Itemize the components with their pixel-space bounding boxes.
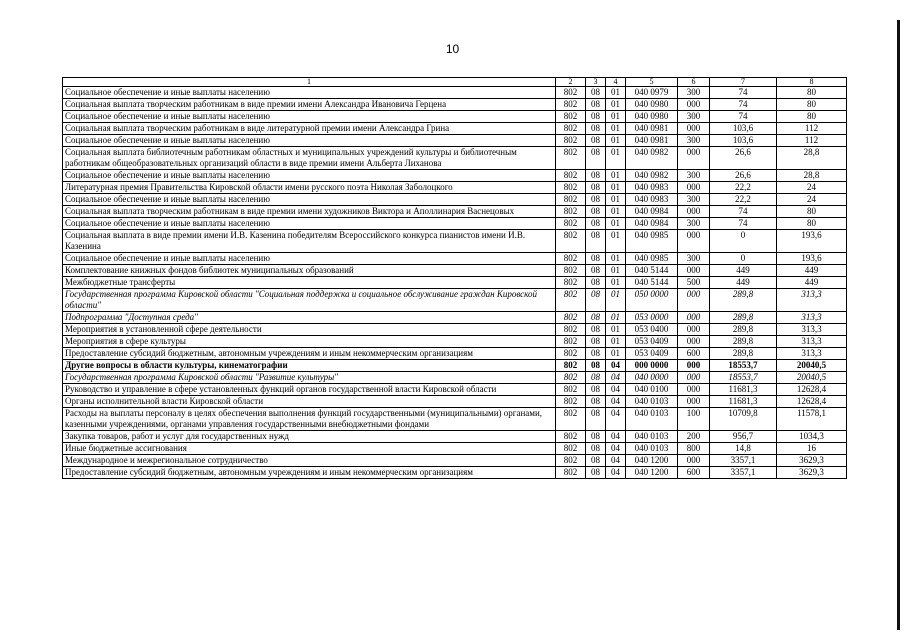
row-section-cell: 08	[586, 348, 606, 360]
row-ved-cell: 802	[556, 230, 586, 253]
row-amount-year2-cell: 313,3	[777, 348, 847, 360]
row-amount-year1-cell: 0	[710, 253, 777, 265]
table-row	[63, 277, 847, 289]
row-expense-type-cell: 100	[678, 408, 710, 431]
row-amount-year2-cell: 12628,4	[777, 384, 847, 396]
row-section-cell: 08	[586, 230, 606, 253]
table-row	[63, 443, 847, 455]
row-target-article-cell: 040 5144	[626, 277, 678, 289]
row-subsection-cell: 04	[606, 360, 626, 372]
row-section-cell: 08	[586, 147, 606, 170]
row-ved-cell: 802	[556, 277, 586, 289]
row-subsection-cell: 01	[606, 218, 626, 230]
table-row	[63, 99, 847, 111]
row-expense-type-cell: 000	[678, 182, 710, 194]
row-ved-cell: 802	[556, 123, 586, 135]
row-name-cell: Подпрограмма "Доступная среда"	[63, 312, 556, 324]
row-amount-year2-cell: 3629,3	[777, 467, 847, 479]
row-subsection-cell: 01	[606, 135, 626, 147]
row-amount-year2-cell: 80	[777, 206, 847, 218]
page-number: 10	[445, 42, 460, 56]
row-expense-type-cell: 600	[678, 348, 710, 360]
row-subsection-cell: 01	[606, 265, 626, 277]
row-ved-cell: 802	[556, 443, 586, 455]
row-ved-cell: 802	[556, 182, 586, 194]
row-amount-year2-cell: 313,3	[777, 289, 847, 312]
row-amount-year2-cell: 1034,3	[777, 431, 847, 443]
row-expense-type-cell: 800	[678, 443, 710, 455]
row-section-cell: 08	[586, 372, 606, 384]
row-ved-cell: 802	[556, 360, 586, 372]
row-ved-cell: 802	[556, 194, 586, 206]
row-amount-year1-cell: 18553,7	[710, 360, 777, 372]
row-subsection-cell: 04	[606, 443, 626, 455]
row-section-cell: 08	[586, 384, 606, 396]
table-row	[63, 467, 847, 479]
row-subsection-cell: 04	[606, 431, 626, 443]
row-expense-type-cell: 200	[678, 431, 710, 443]
row-target-article-cell: 040 1200	[626, 455, 678, 467]
row-section-cell: 08	[586, 431, 606, 443]
table-row	[63, 206, 847, 218]
row-target-article-cell: 040 0103	[626, 408, 678, 431]
row-name-cell: Социальное обеспечение и иные выплаты населению	[63, 218, 556, 230]
row-amount-year2-cell: 80	[777, 99, 847, 111]
table-row	[63, 348, 847, 360]
row-ved-cell: 802	[556, 289, 586, 312]
row-subsection-cell: 01	[606, 230, 626, 253]
row-target-article-cell: 040 0979	[626, 87, 678, 99]
row-ved-cell: 802	[556, 206, 586, 218]
row-expense-type-cell: 000	[678, 123, 710, 135]
row-amount-year2-cell: 24	[777, 194, 847, 206]
row-section-cell: 08	[586, 111, 606, 123]
table-row	[63, 324, 847, 336]
row-target-article-cell: 040 0103	[626, 431, 678, 443]
row-amount-year2-cell: 28,8	[777, 170, 847, 182]
row-amount-year2-cell: 20040,5	[777, 372, 847, 384]
row-amount-year2-cell: 20040,5	[777, 360, 847, 372]
row-section-cell: 08	[586, 467, 606, 479]
row-section-cell: 08	[586, 289, 606, 312]
row-section-cell: 08	[586, 455, 606, 467]
row-amount-year1-cell: 289,8	[710, 312, 777, 324]
row-target-article-cell: 040 0000	[626, 372, 678, 384]
table-row	[63, 111, 847, 123]
table-row	[63, 336, 847, 348]
row-expense-type-cell: 300	[678, 111, 710, 123]
row-amount-year2-cell: 193,6	[777, 253, 847, 265]
row-name-cell: Мероприятия в сфере культуры	[63, 336, 556, 348]
row-subsection-cell: 01	[606, 312, 626, 324]
row-target-article-cell: 053 0400	[626, 324, 678, 336]
table-row	[63, 396, 847, 408]
row-name-cell: Социальная выплата творческим работникам в виде литературной премии имени Александра Грина	[63, 123, 556, 135]
row-ved-cell: 802	[556, 372, 586, 384]
row-ved-cell: 802	[556, 396, 586, 408]
row-target-article-cell: 040 0103	[626, 443, 678, 455]
row-subsection-cell: 04	[606, 408, 626, 431]
row-target-article-cell: 040 0980	[626, 99, 678, 111]
row-section-cell: 08	[586, 265, 606, 277]
row-amount-year2-cell: 24	[777, 182, 847, 194]
row-target-article-cell: 040 0984	[626, 206, 678, 218]
row-section-cell: 08	[586, 277, 606, 289]
row-name-cell: Мероприятия в установленной сфере деятельности	[63, 324, 556, 336]
row-amount-year1-cell: 74	[710, 87, 777, 99]
row-name-cell: Межбюджетные трансферты	[63, 277, 556, 289]
row-amount-year2-cell: 313,3	[777, 324, 847, 336]
header-cell: 4	[606, 78, 626, 87]
row-expense-type-cell: 000	[678, 372, 710, 384]
table-row	[63, 289, 847, 312]
row-subsection-cell: 01	[606, 99, 626, 111]
row-section-cell: 08	[586, 324, 606, 336]
header-cell: 7	[710, 78, 777, 87]
row-target-article-cell: 040 0981	[626, 135, 678, 147]
row-subsection-cell: 01	[606, 206, 626, 218]
row-section-cell: 08	[586, 135, 606, 147]
row-amount-year2-cell: 112	[777, 135, 847, 147]
page-edge-line	[897, 20, 900, 630]
row-name-cell: Социальная выплата библиотечным работникам областных и муниципальных учреждений культуры и библиотечным работникам общеобразовательных организаций области в виде премии имени Альберта Лиханова	[63, 147, 556, 170]
row-section-cell: 08	[586, 170, 606, 182]
row-subsection-cell: 04	[606, 372, 626, 384]
row-amount-year2-cell: 313,3	[777, 336, 847, 348]
row-amount-year1-cell: 74	[710, 111, 777, 123]
row-target-article-cell: 040 0984	[626, 218, 678, 230]
row-amount-year1-cell: 11681,3	[710, 384, 777, 396]
row-amount-year1-cell: 289,8	[710, 336, 777, 348]
row-ved-cell: 802	[556, 253, 586, 265]
header-cell: 8	[777, 78, 847, 87]
row-subsection-cell: 01	[606, 194, 626, 206]
row-amount-year1-cell: 74	[710, 218, 777, 230]
row-section-cell: 08	[586, 396, 606, 408]
row-amount-year1-cell: 14,8	[710, 443, 777, 455]
row-amount-year1-cell: 956,7	[710, 431, 777, 443]
table-row	[63, 218, 847, 230]
row-name-cell: Иные бюджетные ассигнования	[63, 443, 556, 455]
row-section-cell: 08	[586, 360, 606, 372]
row-amount-year2-cell: 193,6	[777, 230, 847, 253]
table-row	[63, 123, 847, 135]
row-amount-year1-cell: 22,2	[710, 182, 777, 194]
row-section-cell: 08	[586, 408, 606, 431]
row-target-article-cell: 053 0409	[626, 336, 678, 348]
row-name-cell: Другие вопросы в области культуры, кинематографии	[63, 360, 556, 372]
row-ved-cell: 802	[556, 218, 586, 230]
row-amount-year1-cell: 74	[710, 206, 777, 218]
row-subsection-cell: 04	[606, 455, 626, 467]
table-row	[63, 455, 847, 467]
row-subsection-cell: 01	[606, 170, 626, 182]
budget-table-body	[63, 78, 847, 479]
row-expense-type-cell: 000	[678, 336, 710, 348]
row-subsection-cell: 04	[606, 384, 626, 396]
row-expense-type-cell: 000	[678, 455, 710, 467]
row-amount-year2-cell: 11578,1	[777, 408, 847, 431]
header-cell: 6	[678, 78, 710, 87]
row-subsection-cell: 01	[606, 253, 626, 265]
row-ved-cell: 802	[556, 384, 586, 396]
row-expense-type-cell: 300	[678, 135, 710, 147]
row-section-cell: 08	[586, 443, 606, 455]
row-target-article-cell: 040 0980	[626, 111, 678, 123]
header-cell: 2	[556, 78, 586, 87]
table-row	[63, 408, 847, 431]
row-expense-type-cell: 000	[678, 147, 710, 170]
row-expense-type-cell: 300	[678, 253, 710, 265]
row-target-article-cell: 040 0981	[626, 123, 678, 135]
row-target-article-cell: 000 0000	[626, 360, 678, 372]
row-target-article-cell: 040 0982	[626, 147, 678, 170]
row-ved-cell: 802	[556, 87, 586, 99]
row-expense-type-cell: 000	[678, 265, 710, 277]
row-name-cell: Социальное обеспечение и иные выплаты населению	[63, 253, 556, 265]
row-expense-type-cell: 000	[678, 324, 710, 336]
row-expense-type-cell: 000	[678, 312, 710, 324]
row-ved-cell: 802	[556, 467, 586, 479]
row-amount-year1-cell: 22,2	[710, 194, 777, 206]
row-ved-cell: 802	[556, 265, 586, 277]
row-subsection-cell: 01	[606, 182, 626, 194]
header-cell: 1	[63, 78, 556, 87]
row-amount-year1-cell: 289,8	[710, 289, 777, 312]
row-amount-year2-cell: 80	[777, 218, 847, 230]
row-ved-cell: 802	[556, 170, 586, 182]
budget-table	[62, 77, 847, 479]
row-name-cell: Социальное обеспечение и иные выплаты населению	[63, 194, 556, 206]
row-expense-type-cell: 600	[678, 467, 710, 479]
row-target-article-cell: 050 0000	[626, 289, 678, 312]
row-subsection-cell: 01	[606, 111, 626, 123]
row-subsection-cell: 01	[606, 123, 626, 135]
row-expense-type-cell: 000	[678, 206, 710, 218]
row-amount-year1-cell: 289,8	[710, 324, 777, 336]
row-name-cell: Закупка товаров, работ и услуг для государственных нужд	[63, 431, 556, 443]
table-row	[63, 372, 847, 384]
row-section-cell: 08	[586, 336, 606, 348]
row-ved-cell: 802	[556, 312, 586, 324]
header-cell: 3	[586, 78, 606, 87]
row-expense-type-cell: 300	[678, 170, 710, 182]
row-expense-type-cell: 300	[678, 218, 710, 230]
table-row	[63, 312, 847, 324]
row-subsection-cell: 01	[606, 147, 626, 170]
row-expense-type-cell: 000	[678, 289, 710, 312]
header-cell: 5	[626, 78, 678, 87]
row-amount-year1-cell: 289,8	[710, 348, 777, 360]
row-ved-cell: 802	[556, 336, 586, 348]
row-subsection-cell: 01	[606, 289, 626, 312]
row-name-cell: Социальное обеспечение и иные выплаты населению	[63, 135, 556, 147]
table-row	[63, 87, 847, 99]
row-name-cell: Расходы на выплаты персоналу в целях обеспечения выполнения функций государственными (муниципальными) органами, казенными учреждениями, органами управления государственными внебюджетными фондами	[63, 408, 556, 431]
row-amount-year2-cell: 12628,4	[777, 396, 847, 408]
row-ved-cell: 802	[556, 99, 586, 111]
row-name-cell: Органы исполнительной власти Кировской области	[63, 396, 556, 408]
row-ved-cell: 802	[556, 408, 586, 431]
row-subsection-cell: 01	[606, 277, 626, 289]
row-amount-year1-cell: 26,6	[710, 147, 777, 170]
row-section-cell: 08	[586, 87, 606, 99]
row-ved-cell: 802	[556, 324, 586, 336]
table-row	[63, 265, 847, 277]
row-amount-year1-cell: 449	[710, 277, 777, 289]
table-header-row	[63, 78, 847, 87]
row-amount-year2-cell: 80	[777, 111, 847, 123]
row-name-cell: Предоставление субсидий бюджетным, автономным учреждениям и иным некоммерческим организациям	[63, 348, 556, 360]
table-row	[63, 253, 847, 265]
row-subsection-cell: 01	[606, 348, 626, 360]
row-ved-cell: 802	[556, 111, 586, 123]
row-name-cell: Руководство и управление в сфере установленных функций органов государственной власти Кировской области	[63, 384, 556, 396]
row-target-article-cell: 040 0985	[626, 230, 678, 253]
row-name-cell: Предоставление субсидий бюджетным, автономным учреждениям и иным некоммерческим организациям	[63, 467, 556, 479]
row-subsection-cell: 01	[606, 336, 626, 348]
row-subsection-cell: 04	[606, 467, 626, 479]
row-ved-cell: 802	[556, 348, 586, 360]
row-ved-cell: 802	[556, 147, 586, 170]
row-target-article-cell: 040 1200	[626, 467, 678, 479]
row-expense-type-cell: 000	[678, 384, 710, 396]
table-row	[63, 147, 847, 170]
row-expense-type-cell: 000	[678, 99, 710, 111]
row-subsection-cell: 04	[606, 396, 626, 408]
row-amount-year1-cell: 103,6	[710, 135, 777, 147]
row-amount-year1-cell: 18553,7	[710, 372, 777, 384]
row-section-cell: 08	[586, 312, 606, 324]
table-row	[63, 384, 847, 396]
row-expense-type-cell: 000	[678, 396, 710, 408]
row-target-article-cell: 053 0000	[626, 312, 678, 324]
row-subsection-cell: 01	[606, 87, 626, 99]
table-row	[63, 170, 847, 182]
row-ved-cell: 802	[556, 135, 586, 147]
row-name-cell: Социальное обеспечение и иные выплаты населению	[63, 170, 556, 182]
row-amount-year1-cell: 11681,3	[710, 396, 777, 408]
row-amount-year2-cell: 449	[777, 265, 847, 277]
row-amount-year2-cell: 16	[777, 443, 847, 455]
row-target-article-cell: 040 0983	[626, 182, 678, 194]
row-amount-year1-cell: 3357,1	[710, 455, 777, 467]
row-section-cell: 08	[586, 182, 606, 194]
row-expense-type-cell: 000	[678, 360, 710, 372]
table-row	[63, 135, 847, 147]
row-amount-year1-cell: 10709,8	[710, 408, 777, 431]
row-amount-year2-cell: 80	[777, 87, 847, 99]
row-name-cell: Социальное обеспечение и иные выплаты населению	[63, 111, 556, 123]
row-target-article-cell: 040 0983	[626, 194, 678, 206]
table-row	[63, 431, 847, 443]
row-expense-type-cell: 000	[678, 230, 710, 253]
row-amount-year1-cell: 26,6	[710, 170, 777, 182]
row-amount-year2-cell: 3629,3	[777, 455, 847, 467]
table-row	[63, 230, 847, 253]
row-amount-year2-cell: 112	[777, 123, 847, 135]
row-subsection-cell: 01	[606, 324, 626, 336]
row-section-cell: 08	[586, 206, 606, 218]
row-amount-year2-cell: 449	[777, 277, 847, 289]
row-ved-cell: 802	[556, 431, 586, 443]
row-section-cell: 08	[586, 218, 606, 230]
row-expense-type-cell: 300	[678, 87, 710, 99]
row-name-cell: Государственная программа Кировской области "Социальная поддержка и социальное обслуживание граждан Кировской области"	[63, 289, 556, 312]
row-amount-year1-cell: 74	[710, 99, 777, 111]
row-amount-year1-cell: 103,6	[710, 123, 777, 135]
table-row	[63, 182, 847, 194]
row-name-cell: Литературная премия Правительства Кировской области имени русского поэта Николая Заболоцкого	[63, 182, 556, 194]
row-target-article-cell: 040 5144	[626, 265, 678, 277]
row-name-cell: Социальная выплата творческим работникам в виде премии имени Александра Ивановича Герцена	[63, 99, 556, 111]
row-amount-year1-cell: 449	[710, 265, 777, 277]
row-amount-year2-cell: 313,3	[777, 312, 847, 324]
row-target-article-cell: 040 0100	[626, 384, 678, 396]
row-target-article-cell: 040 0985	[626, 253, 678, 265]
row-section-cell: 08	[586, 194, 606, 206]
row-name-cell: Социальная выплата в виде премии имени И.В. Казенина победителям Всероссийского конкурса пианистов имени И.В. Казенина	[63, 230, 556, 253]
row-amount-year1-cell: 0	[710, 230, 777, 253]
row-target-article-cell: 040 0982	[626, 170, 678, 182]
row-name-cell: Комплектование книжных фондов библиотек муниципальных образований	[63, 265, 556, 277]
row-section-cell: 08	[586, 123, 606, 135]
row-target-article-cell: 040 0103	[626, 396, 678, 408]
row-expense-type-cell: 300	[678, 194, 710, 206]
row-section-cell: 08	[586, 253, 606, 265]
row-amount-year2-cell: 28,8	[777, 147, 847, 170]
row-name-cell: Социальная выплата творческим работникам в виде премии имени художников Виктора и Аполлинария Васнецовых	[63, 206, 556, 218]
row-name-cell: Государственная программа Кировской области "Развитие культуры"	[63, 372, 556, 384]
row-name-cell: Социальное обеспечение и иные выплаты населению	[63, 87, 556, 99]
row-amount-year1-cell: 3357,1	[710, 467, 777, 479]
table-row	[63, 360, 847, 372]
row-expense-type-cell: 500	[678, 277, 710, 289]
row-ved-cell: 802	[556, 455, 586, 467]
table-row	[63, 194, 847, 206]
row-name-cell: Международное и межрегиональное сотрудничество	[63, 455, 556, 467]
row-target-article-cell: 053 0409	[626, 348, 678, 360]
row-section-cell: 08	[586, 99, 606, 111]
